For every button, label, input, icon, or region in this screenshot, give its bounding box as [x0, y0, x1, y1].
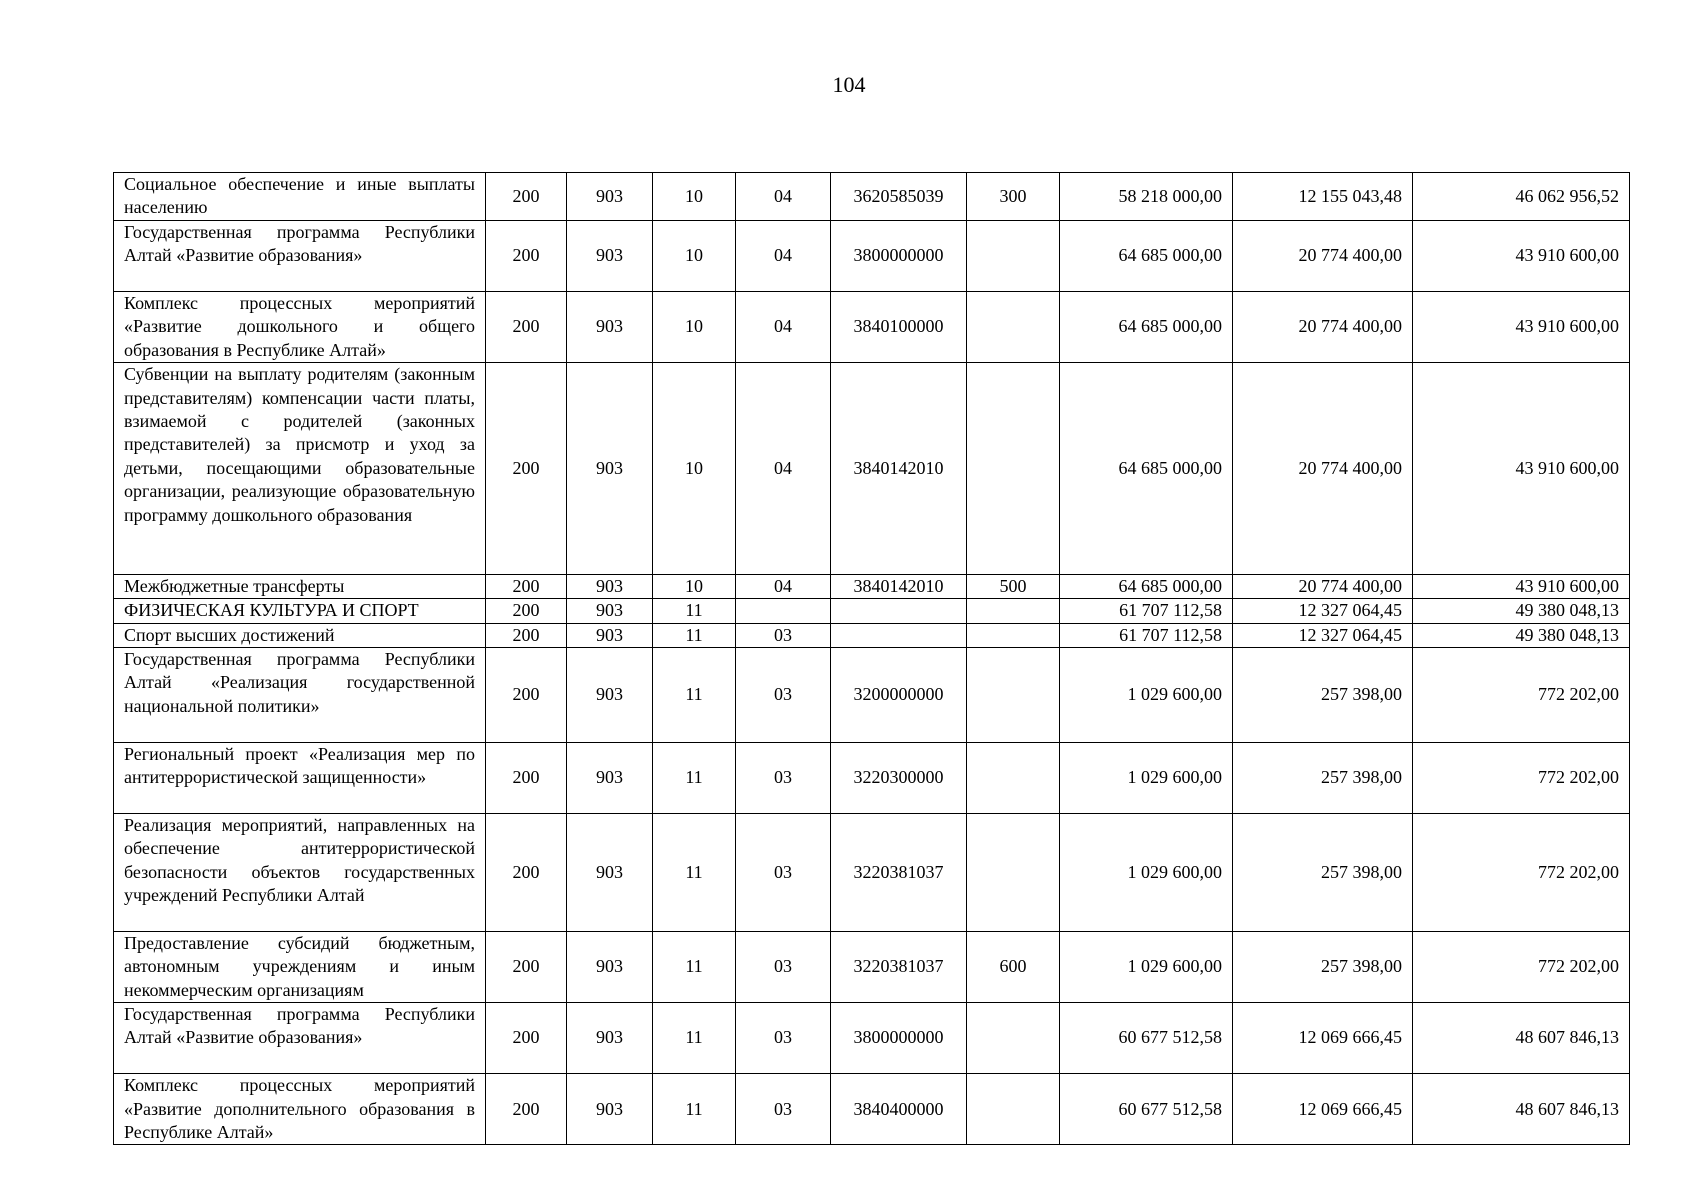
- row-amount-executed: 12 069 666,45: [1233, 1074, 1413, 1145]
- table-row: [114, 648, 1630, 743]
- row-section: 10: [653, 173, 736, 221]
- row-expense-type: [967, 648, 1060, 743]
- row-target-article: 3220381037: [831, 931, 967, 1002]
- row-amount-executed: 20 774 400,00: [1233, 363, 1413, 575]
- page-number: 104: [832, 72, 866, 97]
- row-expense-type: [967, 1074, 1060, 1145]
- row-subsection: 04: [736, 173, 831, 221]
- row-section: 11: [653, 813, 736, 931]
- row-amount-remaining: 43 910 600,00: [1413, 574, 1630, 598]
- row-name: Спорт высших достижений: [114, 623, 486, 647]
- row-target-article: [831, 599, 967, 623]
- row-target-article: 3220300000: [831, 742, 967, 813]
- table-row: [114, 173, 1630, 221]
- row-amount-executed: 257 398,00: [1233, 648, 1413, 743]
- row-amount-remaining: 43 910 600,00: [1413, 363, 1630, 575]
- row-code-b: 903: [567, 292, 653, 363]
- row-amount-planned: 1 029 600,00: [1060, 813, 1233, 931]
- row-subsection: 03: [736, 623, 831, 647]
- row-subsection: 04: [736, 574, 831, 598]
- budget-table: [113, 172, 1630, 1145]
- row-amount-planned: 64 685 000,00: [1060, 574, 1233, 598]
- row-code-b: 903: [567, 742, 653, 813]
- row-amount-planned: 61 707 112,58: [1060, 623, 1233, 647]
- row-expense-type: [967, 1003, 1060, 1074]
- row-name: Предоставление субсидий бюджетным, автономным учреждениям и иным некоммерческим организациям: [114, 931, 486, 1002]
- row-target-article: 3220381037: [831, 813, 967, 931]
- row-code-b: 903: [567, 220, 653, 291]
- row-expense-type: [967, 363, 1060, 575]
- row-amount-executed: 12 327 064,45: [1233, 623, 1413, 647]
- row-code-b: 903: [567, 648, 653, 743]
- row-amount-remaining: 772 202,00: [1413, 813, 1630, 931]
- row-name: Субвенции на выплату родителям (законным представителям) компенсации части платы, взимаемой с родителей (законных представителей) за присмотр и уход за детьми, посещающими образовательные организации, реализующие образовательную программу дошкольного образования: [114, 363, 486, 575]
- row-code-a: 200: [486, 1003, 567, 1074]
- row-expense-type: 500: [967, 574, 1060, 598]
- row-amount-remaining: 49 380 048,13: [1413, 623, 1630, 647]
- row-section: 10: [653, 574, 736, 598]
- row-code-b: 903: [567, 931, 653, 1002]
- row-code-b: 903: [567, 813, 653, 931]
- row-name: Комплекс процессных мероприятий «Развитие дополнительного образования в Республике Алтай»: [114, 1074, 486, 1145]
- row-target-article: 3840142010: [831, 574, 967, 598]
- row-expense-type: [967, 742, 1060, 813]
- row-name: Государственная программа Республики Алтай «Развитие образования»: [114, 220, 486, 291]
- row-code-b: 903: [567, 363, 653, 575]
- row-amount-remaining: 49 380 048,13: [1413, 599, 1630, 623]
- table-row: [114, 742, 1630, 813]
- row-amount-planned: 64 685 000,00: [1060, 363, 1233, 575]
- row-expense-type: [967, 623, 1060, 647]
- row-code-a: 200: [486, 623, 567, 647]
- row-name: Региональный проект «Реализация мер по антитеррористической защищенности»: [114, 742, 486, 813]
- row-amount-planned: 58 218 000,00: [1060, 173, 1233, 221]
- row-amount-executed: 20 774 400,00: [1233, 574, 1413, 598]
- row-expense-type: 600: [967, 931, 1060, 1002]
- row-amount-planned: 1 029 600,00: [1060, 931, 1233, 1002]
- table-row: [114, 813, 1630, 931]
- row-target-article: 3620585039: [831, 173, 967, 221]
- table-row: [114, 220, 1630, 291]
- row-amount-planned: 60 677 512,58: [1060, 1003, 1233, 1074]
- row-code-a: 200: [486, 1074, 567, 1145]
- row-subsection: 03: [736, 1074, 831, 1145]
- row-code-a: 200: [486, 363, 567, 575]
- row-amount-executed: 257 398,00: [1233, 742, 1413, 813]
- row-name: Реализация мероприятий, направленных на обеспечение антитеррористической безопасности объектов государственных учреждений Республики Алтай: [114, 813, 486, 931]
- row-subsection: 03: [736, 648, 831, 743]
- row-subsection: 03: [736, 742, 831, 813]
- row-target-article: 3800000000: [831, 220, 967, 291]
- row-amount-executed: 257 398,00: [1233, 931, 1413, 1002]
- row-subsection: 04: [736, 292, 831, 363]
- row-amount-planned: 1 029 600,00: [1060, 742, 1233, 813]
- row-name: Государственная программа Республики Алтай «Реализация государственной национальной политики»: [114, 648, 486, 743]
- row-code-a: 200: [486, 292, 567, 363]
- table-row: [114, 1003, 1630, 1074]
- row-subsection: [736, 599, 831, 623]
- row-target-article: 3200000000: [831, 648, 967, 743]
- row-section: 11: [653, 742, 736, 813]
- row-target-article: 3840100000: [831, 292, 967, 363]
- row-code-a: 200: [486, 813, 567, 931]
- row-amount-executed: 20 774 400,00: [1233, 292, 1413, 363]
- row-amount-remaining: 772 202,00: [1413, 648, 1630, 743]
- row-amount-remaining: 48 607 846,13: [1413, 1074, 1630, 1145]
- row-section: 11: [653, 1074, 736, 1145]
- row-code-a: 200: [486, 574, 567, 598]
- table-row: [114, 574, 1630, 598]
- row-section: 11: [653, 931, 736, 1002]
- row-section: 11: [653, 1003, 736, 1074]
- row-target-article: 3840142010: [831, 363, 967, 575]
- row-amount-remaining: 772 202,00: [1413, 742, 1630, 813]
- row-amount-remaining: 43 910 600,00: [1413, 292, 1630, 363]
- row-name: Государственная программа Республики Алтай «Развитие образования»: [114, 1003, 486, 1074]
- row-amount-executed: 12 069 666,45: [1233, 1003, 1413, 1074]
- row-subsection: 04: [736, 363, 831, 575]
- table-row: [114, 292, 1630, 363]
- row-subsection: 03: [736, 1003, 831, 1074]
- row-name: ФИЗИЧЕСКАЯ КУЛЬТУРА И СПОРТ: [114, 599, 486, 623]
- row-expense-type: [967, 813, 1060, 931]
- row-amount-planned: 61 707 112,58: [1060, 599, 1233, 623]
- table-row: [114, 623, 1630, 647]
- row-section: 11: [653, 599, 736, 623]
- row-amount-executed: 257 398,00: [1233, 813, 1413, 931]
- table-row: [114, 599, 1630, 623]
- row-amount-planned: 1 029 600,00: [1060, 648, 1233, 743]
- row-amount-planned: 64 685 000,00: [1060, 220, 1233, 291]
- row-target-article: 3840400000: [831, 1074, 967, 1145]
- row-code-b: 903: [567, 1003, 653, 1074]
- table-row: [114, 363, 1630, 575]
- row-section: 10: [653, 220, 736, 291]
- row-expense-type: [967, 220, 1060, 291]
- row-amount-remaining: 43 910 600,00: [1413, 220, 1630, 291]
- table-body: [114, 173, 1630, 1145]
- row-section: 11: [653, 623, 736, 647]
- row-subsection: 03: [736, 813, 831, 931]
- row-code-a: 200: [486, 742, 567, 813]
- row-section: 11: [653, 648, 736, 743]
- row-code-b: 903: [567, 173, 653, 221]
- row-amount-remaining: 48 607 846,13: [1413, 1003, 1630, 1074]
- row-amount-remaining: 772 202,00: [1413, 931, 1630, 1002]
- row-subsection: 04: [736, 220, 831, 291]
- row-amount-executed: 12 327 064,45: [1233, 599, 1413, 623]
- row-code-b: 903: [567, 623, 653, 647]
- row-amount-executed: 12 155 043,48: [1233, 173, 1413, 221]
- row-code-b: 903: [567, 574, 653, 598]
- row-expense-type: [967, 292, 1060, 363]
- row-subsection: 03: [736, 931, 831, 1002]
- row-section: 10: [653, 292, 736, 363]
- row-target-article: 3800000000: [831, 1003, 967, 1074]
- row-code-b: 903: [567, 1074, 653, 1145]
- row-code-a: 200: [486, 648, 567, 743]
- row-code-a: 200: [486, 931, 567, 1002]
- row-name: Комплекс процессных мероприятий «Развитие дошкольного и общего образования в Республике Алтай»: [114, 292, 486, 363]
- row-code-b: 903: [567, 599, 653, 623]
- row-amount-planned: 60 677 512,58: [1060, 1074, 1233, 1145]
- row-amount-executed: 20 774 400,00: [1233, 220, 1413, 291]
- row-amount-remaining: 46 062 956,52: [1413, 173, 1630, 221]
- row-name: Социальное обеспечение и иные выплаты населению: [114, 173, 486, 221]
- row-name: Межбюджетные трансферты: [114, 574, 486, 598]
- table-row: [114, 931, 1630, 1002]
- table-row: [114, 1074, 1630, 1145]
- row-target-article: [831, 623, 967, 647]
- row-code-a: 200: [486, 599, 567, 623]
- row-amount-planned: 64 685 000,00: [1060, 292, 1233, 363]
- row-code-a: 200: [486, 220, 567, 291]
- row-section: 10: [653, 363, 736, 575]
- row-expense-type: [967, 599, 1060, 623]
- row-code-a: 200: [486, 173, 567, 221]
- row-expense-type: 300: [967, 173, 1060, 221]
